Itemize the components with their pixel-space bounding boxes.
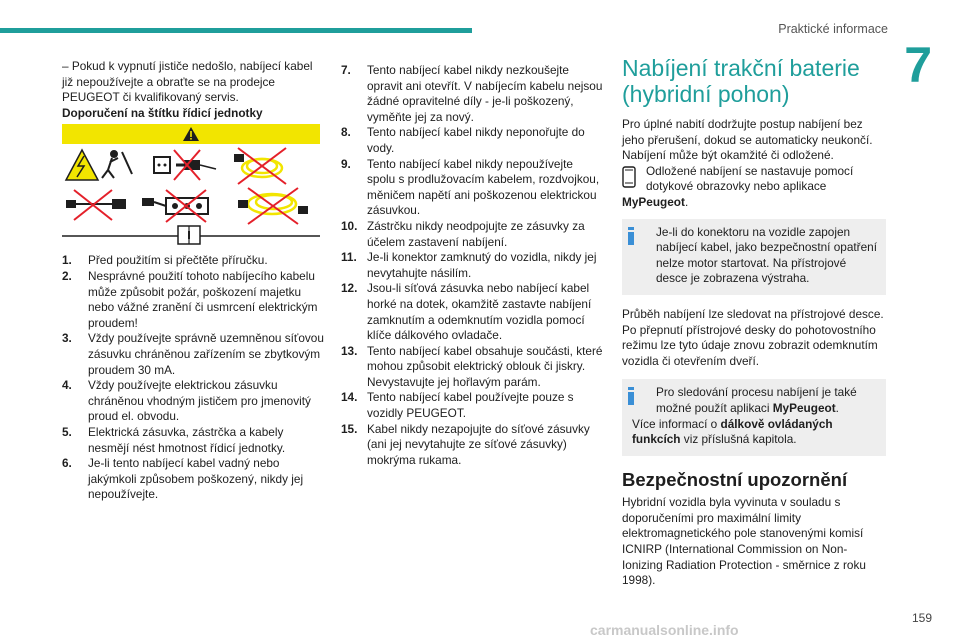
list-item: 12. Jsou-li síťová zásuvka nebo nabíjecí kabel horké na dotek, okamžitě zastavte nabíjení zamknutím a odemknutím vozidla pomocí klíče dálkového ovladače.	[341, 281, 592, 343]
page-number: 159	[911, 611, 932, 625]
falling-person-icon	[102, 151, 132, 178]
list-item: 14. Tento nabíjecí kabel používejte pouze s vozidly PEUGEOT.	[341, 390, 574, 421]
intro-paragraph: – Pokud k vypnutí jističe nedošlo, nabíjecí kabel již nepoužívejte a obraťte se na prodejce PEUGEOT či kvalifikovaný servis.	[62, 59, 313, 105]
paragraph: MyPeugeot.	[622, 194, 689, 209]
manual-book-icon	[178, 226, 200, 244]
header-accent-bar	[0, 28, 472, 33]
info-icon	[628, 387, 634, 405]
list-item: 8. Tento nabíjecí kabel nikdy neponořujte do vody.	[341, 125, 585, 155]
list-item: 5. Elektrická zásuvka, zástrčka a kabely nesmějí nést hmotnost řídicí jednotky.	[62, 424, 286, 455]
extension-cord-icon	[66, 190, 126, 220]
info-box: Pro sledování procesu nabíjení je také možné použít aplikaci MyPeugeot. Více informací o dálkově ovládaných funkcích viz příslušná kapitola.	[622, 379, 886, 455]
paragraph: Hybridní vozidla byla vyvinuta v souladu s doporučeními pro maximální limity elektromagnetického pole stanovenými komisí ICNIRP (International Commission on Non-Ionizing Radiation Protection - směrnice z roku 1998).	[622, 495, 866, 588]
control-unit-label-illustration	[62, 124, 320, 249]
chapter-number: 7	[904, 37, 932, 93]
info-icon	[628, 227, 634, 245]
column-2	[341, 63, 603, 468]
list-item: 6. Je-li tento nabíjecí kabel vadný nebo jakýmkoli způsobem poškozený, nikdy jej nepoužívejte.	[62, 456, 304, 502]
safety-pictograms	[62, 144, 320, 249]
coiled-cable-icon	[234, 148, 286, 184]
watermark: carmanualsonline.info	[590, 622, 739, 638]
list-item: 13. Tento nabíjecí kabel obsahuje součásti, které mohou způsobit elektrický oblouk či jiskry. Nevystavujte jej hořlavým parám.	[341, 343, 603, 389]
smartphone-icon	[622, 166, 636, 188]
electric-shock-icon	[66, 150, 98, 180]
paragraph: Nabíjení může být okamžité či odložené.	[622, 148, 834, 163]
warning-bar	[62, 124, 320, 144]
list-item: 10. Zástrčku nikdy neodpojujte ze zásuvky za účelem zastavení nabíjení.	[341, 218, 585, 249]
section-heading: Nabíjení trakční baterie (hybridní pohon)	[622, 55, 860, 107]
section-title: Praktické informace	[778, 22, 888, 36]
list-item: 7. Tento nabíjecí kabel nikdy nezkoušejte opravit ani otevřít. V nabíjecím kabelu nejsou žádné opravitelné díly - je-li poškozený, vyměňte jej za nový.	[341, 63, 603, 124]
delayed-charging-note: Odložené nabíjení se nastavuje pomocí dotykové obrazovky nebo aplikace	[622, 164, 886, 195]
paragraph: Pro úplné nabití dodržujte postup nabíjení bez jeho přerušení, dokud se automaticky neukončí.	[622, 117, 873, 147]
list-item: 2. Nesprávné použití tohoto nabíjecího kabelu může způsobit požár, poškození majetku nebo vážné zranění či usmrcení elektrickým proudem!	[62, 268, 318, 330]
list-item: 4. Vždy používejte elektrickou zásuvku chráněnou vhodným jističem pro jmenovitý proud el. obvodu.	[62, 378, 311, 424]
label-heading: Doporučení na štítku řídicí jednotky	[62, 105, 263, 120]
list-item: 11. Je-li konektor zamknutý do vozidla, nikdy jej nevytahujte násilím.	[341, 250, 597, 280]
recommendations-list-2	[341, 63, 603, 468]
list-item: 9. Tento nabíjecí kabel nikdy nepoužívejte spolu s prodlužovacím kabelem, rozdvojkou, měničem napětí ani poškozenou elektrickou zásuvkou.	[341, 156, 600, 218]
list-item: 15. Kabel nikdy nezapojujte do síťové zásuvky (ani jej nevytahujte ze síťové zásuvky) mokrýma rukama.	[341, 421, 590, 467]
paragraph: Průběh nabíjení lze sledovat na přístrojové desce. Po přepnutí přístrojové desky do pohotovostního režimu lze tyto údaje znovu zobrazit odemknutím vozidla či otevřením dveří.	[622, 306, 884, 368]
power-strip-icon	[142, 190, 208, 222]
column-3	[622, 55, 886, 589]
subsection-heading: Bezpečnostní upozornění	[622, 468, 848, 490]
recommendations-list-1	[62, 253, 324, 503]
list-item: 1. Před použitím si přečtěte příručku.	[62, 253, 268, 268]
warning-triangle-icon	[183, 127, 199, 141]
socket-plug-icon	[154, 150, 216, 180]
info-box: Je-li do konektoru na vozidle zapojen nabíjecí kabel, jako bezpečnostní opatření nelze motor startovat. Na přístrojové desce je zobrazena výstraha.	[622, 219, 886, 295]
list-item: 3. Vždy používejte správně uzemněnou síťovou zásuvku chráněnou zařízením se zbytkovým proudem 30 mA.	[62, 331, 324, 377]
column-1	[62, 59, 324, 503]
coiled-cable-icon-2	[238, 188, 308, 224]
